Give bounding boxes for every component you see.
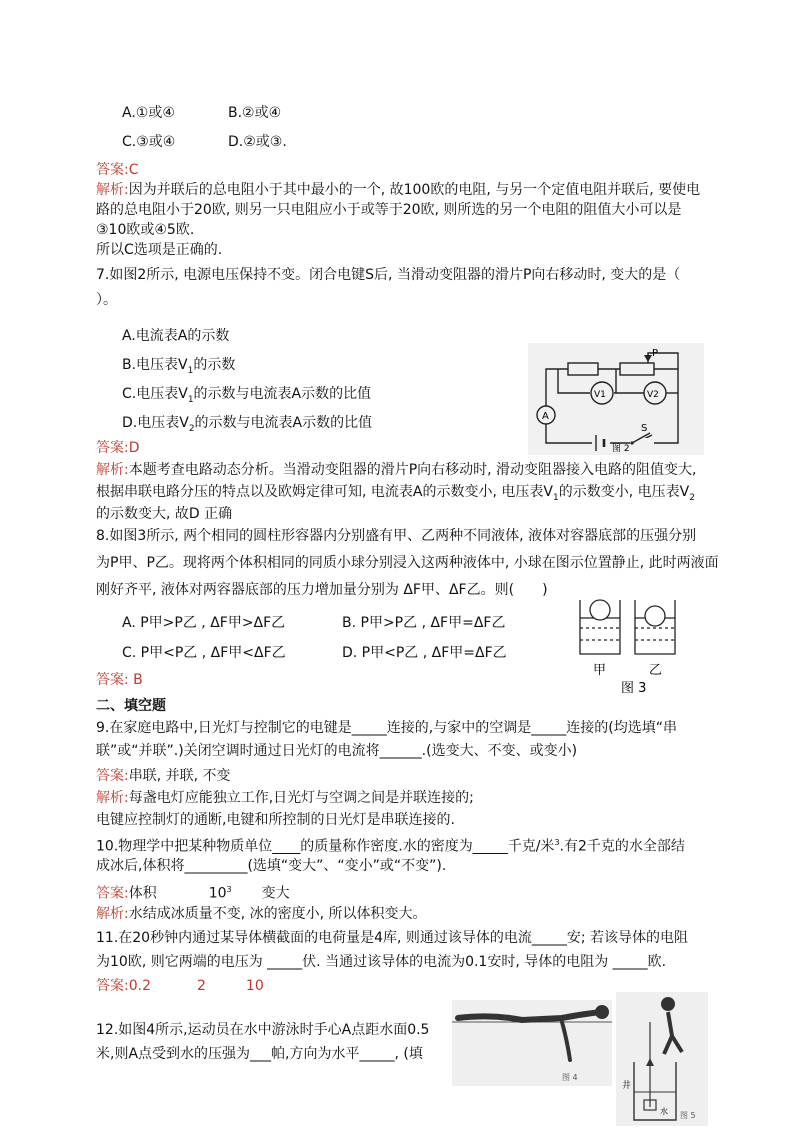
q6-explanation-line-2: 路的总电阻小于20欧, 则另一只电阻应小于或等于20欧, 则所选的另一个电阻的阻值大小可以是 xyxy=(96,202,682,218)
explanation-label: 解析: xyxy=(96,462,129,478)
q6-option-d: D.②或③. xyxy=(228,134,287,150)
label-v1: V1 xyxy=(594,390,606,400)
label-yi: 乙 xyxy=(649,663,663,678)
q10-explanation xyxy=(96,904,427,924)
q10-answer-3: 变大 xyxy=(261,885,290,902)
answer-label: 答案: xyxy=(96,978,129,994)
q9-explanation-line-1 xyxy=(96,788,474,808)
q10-answer-1: 体积 xyxy=(128,885,157,902)
q8-stem-line-2: 为P甲、P乙。现将两个体积相同的同质小球分别浸入这两种液体中, 小球在图示位置静止, 此时两液面 xyxy=(96,555,719,571)
answer-label: 答案: xyxy=(96,885,129,902)
q12-stem-line-1: 12.如图4所示,运动员在水中游泳时手心A点距水面0.5 xyxy=(96,1022,430,1038)
label-well: 井 xyxy=(622,1081,632,1091)
q10-answer-2: 10 xyxy=(208,885,227,902)
q8-stem-line-3: 刚好齐平, 液体对两容器底部的压力增加量分别为 ΔF甲、ΔF乙。则( ) xyxy=(96,582,548,598)
answer-label: 答案: xyxy=(96,768,129,784)
q10-stem-line-2: 成冰后,体积将_________(选填“变大”、“变小”或“不变”). xyxy=(96,858,447,874)
q7-answer: 答案:D xyxy=(96,440,140,456)
figure-2-caption: 图 2 xyxy=(612,444,630,454)
q10-stem-text-1: 10.物理学中把某种物质单位____ xyxy=(96,838,301,855)
q7-expl-text-1: 本题考查电路动态分析。当滑动变阻器的滑片P向右移动时, 滑动变阻器接入电路的阻值变大, xyxy=(128,462,697,478)
q9-explanation-line-2: 电键应控制灯的通断,电键和所控制的日光灯是串联连接的. xyxy=(96,812,455,828)
q9-stem-line-1: 9.在家庭电路中,日光灯与控制它的电键是_____连接的,与家中的空调是_____连接的(均选填“串 xyxy=(96,720,677,736)
ball-yi xyxy=(645,606,665,626)
ball-jia xyxy=(590,600,610,620)
switch-pivot xyxy=(630,441,633,444)
q11-answer-1: 0.2 xyxy=(128,978,151,994)
q12-stem-line-2: 米,则A点受到水的压强为___帕,方向为水平_____, (填 xyxy=(96,1046,423,1062)
q7-expl-text-2: 根据串联电路分压的特点以及欧姆定律可知, 电流表A的示数变小, 电压表V xyxy=(96,484,553,500)
circuit-figure-2 xyxy=(528,343,704,455)
swimmer-head xyxy=(595,1005,609,1019)
section-title-fill-in: 二、填空题 xyxy=(96,698,166,714)
q7-opt-b-text: B.电压表V xyxy=(122,357,188,373)
label-v2: V2 xyxy=(647,390,659,400)
q8-option-a: A. P甲>P乙 , ΔF甲>ΔF乙 xyxy=(122,615,286,631)
q7-opt-d-text: D.电压表V xyxy=(122,415,189,431)
q7-stem-line-2: ）。 xyxy=(96,292,117,308)
q7-option-b xyxy=(122,355,235,381)
q6-expl-text-1: 因为并联后的总电阻小于其中最小的一个, 故100欧的电阻, 与另一个定值电阻并联后, 要使电 xyxy=(128,182,701,198)
q7-option-c xyxy=(122,384,371,410)
explanation-label: 解析: xyxy=(96,790,129,806)
containers-figure-3 xyxy=(575,598,685,696)
q7-expl-text-2b: 的示数变小, 电压表V xyxy=(558,484,690,500)
q10-stem-sup: 3 xyxy=(554,838,560,847)
q7-opt-c-post: 的示数与电流表A示数的比值 xyxy=(193,386,372,402)
label-water: 水 xyxy=(660,1107,668,1116)
q6-option-a: A.①或④ xyxy=(122,105,175,121)
q7-explanation-line-1 xyxy=(96,460,697,480)
q9-expl-text-1: 每盏电灯应能独立工作,日光灯与空调之间是并联连接的; xyxy=(128,790,474,806)
q7-option-a: A.电流表A的示数 xyxy=(122,328,230,344)
q6-explanation-line-3: ③10欧或④5欧. xyxy=(96,222,195,238)
figure-5-caption: 图 5 xyxy=(680,1111,696,1120)
figure-4-caption: 图 4 xyxy=(562,1073,578,1082)
q7-option-d xyxy=(122,413,372,439)
q10-stem-text-3: .有2千克的水全部结 xyxy=(559,838,685,855)
q7-opt-c-text: C.电压表V xyxy=(122,386,188,402)
q8-option-b: B. P甲>P乙 , ΔF甲=ΔF乙 xyxy=(342,615,506,631)
q6-answer: 答案:C xyxy=(96,162,139,178)
q9-stem-line-2: 联”或“并联”.)关闭空调时通过日光灯的电流将______.(选变大、不变、或变小) xyxy=(96,743,578,759)
q8-option-d: D. P甲<P乙 , ΔF甲=ΔF乙 xyxy=(342,645,507,661)
q6-explanation-line-1 xyxy=(96,180,700,200)
q7-explanation-line-3: 的示数变大, 故D 正确 xyxy=(96,506,233,522)
q10-answer-2-sup: 3 xyxy=(226,885,232,894)
q6-option-c: C.③或④ xyxy=(122,134,176,150)
rheostat xyxy=(620,363,654,375)
person-head xyxy=(661,997,675,1011)
q8-answer: 答案: B xyxy=(96,672,143,688)
q7-opt-d-post: 的示数与电流表A示数的比值 xyxy=(194,415,373,431)
q8-option-c: C. P甲<P乙 , ΔF甲<ΔF乙 xyxy=(122,645,286,661)
well-figure-5 xyxy=(616,992,708,1126)
label-s: S xyxy=(641,423,648,434)
label-a: A xyxy=(542,411,549,422)
q7-expl-sub-2: 2 xyxy=(689,492,695,503)
swimmer-figure-4 xyxy=(452,1000,612,1086)
q11-answer xyxy=(96,976,264,996)
q7-expl-sub-1: 1 xyxy=(552,492,559,503)
q7-opt-b-post: 的示数 xyxy=(193,357,236,373)
q7-opt-b-sub: 1 xyxy=(187,365,194,376)
q7-opt-d-sub: 2 xyxy=(188,423,195,434)
q8-stem-line-1: 8.如图3所示, 两个相同的圆柱形容器内分别盛有甲、乙两种不同液体, 液体对容器底部的压强分别 xyxy=(96,528,697,544)
label-p: P xyxy=(652,348,659,359)
q9-answer-text: 串联, 并联, 不变 xyxy=(128,768,231,784)
q6-option-b: B.②或④ xyxy=(228,105,282,121)
q11-stem-line-2: 为10欧, 则它两端的电压为 _____伏. 当通过该导体的电流为0.1安时, 导体的电阻为 _____欧. xyxy=(96,954,667,970)
q7-opt-c-sub: 1 xyxy=(187,394,194,405)
q7-stem-line-1: 7.如图2所示, 电源电压保持不变。闭合电键S后, 当滑动变阻器的滑片P向右移动时, 变大的是（ xyxy=(96,267,681,283)
fixed-resistor xyxy=(568,363,598,375)
label-jia: 甲 xyxy=(593,663,607,678)
q10-stem-text-2: 的质量称作密度.水的密度为_____千克/米 xyxy=(300,838,555,855)
q11-answer-3: 10 xyxy=(245,978,264,994)
battery-gap xyxy=(592,437,610,449)
q10-stem-line-1 xyxy=(96,833,685,857)
q11-answer-2: 2 xyxy=(196,978,206,994)
figure-3-caption: 图 3 xyxy=(621,681,647,696)
q9-answer xyxy=(96,766,231,786)
explanation-label: 解析: xyxy=(96,182,129,198)
q11-stem-line-1: 11.在20秒钟内通过某导体横截面的电荷量是4库, 则通过该导体的电流_____安; 若该导体的电阻 xyxy=(96,930,689,946)
explanation-label: 解析: xyxy=(96,906,129,922)
figure-5-background xyxy=(616,992,708,1126)
q6-explanation-line-4: 所以C选项是正确的. xyxy=(96,242,223,258)
q10-expl-text: 水结成冰质量不变, 冰的密度小, 所以体积变大。 xyxy=(128,906,427,922)
q10-answer xyxy=(96,880,290,904)
